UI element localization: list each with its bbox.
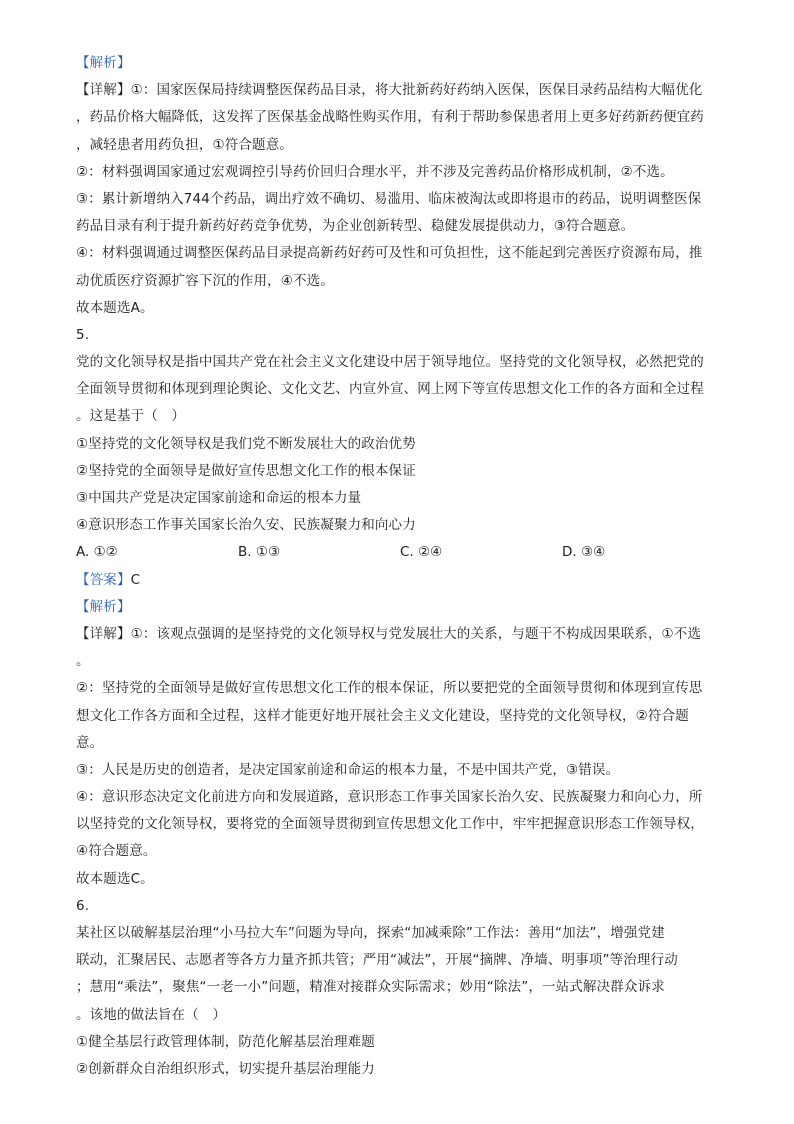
statement-item: ②创新群众自治组织形式，切实提升基层治理能力 [76, 1060, 375, 1077]
answer-line [76, 567, 726, 594]
analysis-line: ④符合题意。 [76, 843, 157, 860]
document-page [76, 50, 726, 1083]
question-stem: 全面领导贯彻和体现到理论舆论、文化文艺、内宣外宣、网上网下等宣传思想文化工作的各方面和全过程 [76, 381, 704, 398]
question-number: 5. [76, 326, 90, 343]
analysis-heading: 【解析】 [76, 598, 131, 615]
analysis-line: 以坚持党的文化领导权，要将党的全面领导贯彻到宣传思想文化工作中，牢牢把握意识形态工作领导权， [76, 816, 704, 833]
option-c: C. ②④ [400, 544, 443, 561]
analysis-line: 药品目录有利于提升新药好药竞争优势，为企业创新转型、稳健发展提供动力，③符合题意。 [76, 218, 635, 235]
question-number: 6. [76, 897, 90, 914]
options-row [76, 539, 726, 566]
analysis-line: 动优质医疗资源扩容下沉的作用，④不选。 [76, 272, 334, 289]
question-stem: 某社区以破解基层治理“小马拉大车”问题为导向，探索“加减乘除”工作法：善用“加法”，增强党建 [76, 925, 665, 941]
answer-value: C [130, 571, 141, 588]
question-stem: 党的文化领导权是指中国共产党在社会主义文化建设中居于领导地位。坚持党的文化领导权，必然把党的 [76, 354, 704, 371]
analysis-line: ②：坚持党的全面领导是做好宣传思想文化工作的根本保证，所以要把党的全面领导贯彻和体现到宣传思 [76, 680, 703, 697]
statement-item: ①健全基层行政管理体制，防范化解基层治理难题 [76, 1033, 375, 1050]
analysis-line: 意。 [76, 734, 104, 751]
option-a: A. ①② [76, 544, 118, 561]
option-b: B. ①③ [238, 544, 281, 561]
answer-heading: 【答案】 [76, 571, 131, 588]
question-stem: 。这是基于（ ） [76, 408, 186, 425]
analysis-line: ④：材料强调通过调整医保药品目录提高新药好药可及性和可负担性，这不能起到完善医疗资源布局，推 [76, 245, 703, 262]
option-d: D. ③④ [562, 544, 606, 561]
analysis-heading: 【解析】 [76, 55, 131, 71]
analysis-line: 。 [76, 653, 90, 670]
statement-item: ①坚持党的文化领导权是我们党不断发展壮大的政治优势 [76, 435, 416, 452]
statement-item: ②坚持党的全面领导是做好宣传思想文化工作的根本保证 [76, 462, 416, 479]
question-stem: 。该地的做法旨在（ ） [76, 1006, 227, 1023]
analysis-line: 想文化工作各方面和全过程，这样才能更好地开展社会主义文化建设，坚持党的文化领导权，②符合题 [76, 707, 689, 724]
statement-item: ④意识形态工作事关国家长治久安、民族凝聚力和向心力 [76, 517, 416, 534]
analysis-line: 【详解】①：国家医保局持续调整医保药品目录，将大批新药好药纳入医保，医保目录药品结构大幅优化 [76, 82, 703, 99]
analysis-line: ④：意识形态决定文化前进方向和发展道路，意识形态工作事关国家长治久安、民族凝聚力和向心力，所 [76, 789, 703, 806]
conclusion-line: 故本题选A。 [76, 299, 154, 316]
analysis-line: ，减轻患者用药负担，①符合题意。 [76, 136, 294, 153]
question-stem: 联动，汇聚居民、志愿者等各方力量齐抓共管；严用“减法”，开展“摘牌、净墙、明事项”等治理行动 [76, 952, 678, 969]
statement-item: ③中国共产党是决定国家前途和命运的根本力量 [76, 490, 362, 506]
analysis-line: ③：累计新增纳入744个药品，调出疗效不确切、易滥用、临床被淘汰或即将退市的药品，说明调整医保 [76, 190, 702, 207]
analysis-line: ③：人民是历史的创造者，是决定国家前途和命运的根本力量，不是中国共产党，③错误。 [76, 761, 620, 778]
question-stem: ；慧用“乘法”，聚焦“一老一小”问题，精准对接群众实际需求；妙用“除法”，一站式解决群众诉求 [76, 979, 665, 996]
analysis-line: ，药品价格大幅降低，这发挥了医保基金战略性购买作用，有利于帮助参保患者用上更多好药新药便宜药 [76, 109, 704, 126]
conclusion-line: 故本题选C。 [76, 870, 154, 887]
analysis-line: 【详解】①：该观点强调的是坚持党的文化领导权与党发展壮大的关系，与题干不构成因果联系，①不选 [76, 625, 702, 642]
analysis-line: ②：材料强调国家通过宏观调控引导药价回归合理水平，并不涉及完善药品价格形成机制，②不选。 [76, 163, 674, 180]
